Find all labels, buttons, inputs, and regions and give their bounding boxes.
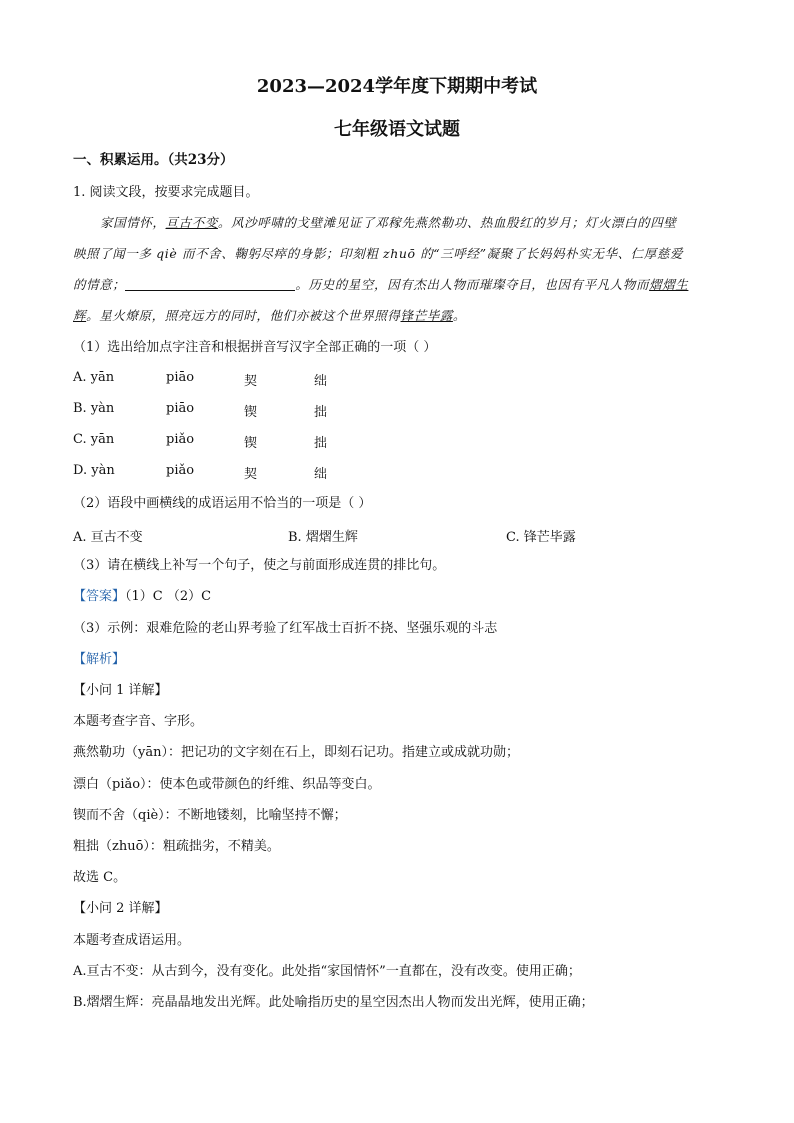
analysis-label: 【解析】 bbox=[73, 652, 126, 667]
exam-title: 2023—2024学年度下期期中考试 bbox=[256, 76, 538, 97]
answer-line-2: （3）示例：艰难危险的老山界考验了红军战士百折不挠、坚强乐观的斗志 bbox=[73, 621, 498, 636]
passage-line-4: 辉。星火燎原，照亮远方的同时，他们亦被这个世界照得锋芒毕露。 bbox=[73, 308, 467, 323]
exam-subtitle: 七年级语文试题 bbox=[334, 119, 460, 140]
analysis-sub1-title: 【小问 1 详解】 bbox=[73, 683, 168, 698]
section-heading: 一、积累运用。（共23分） bbox=[73, 152, 234, 168]
analysis-line: 漂白（piǎo）：使本色或带颜色的纤维、织品等变白。 bbox=[73, 777, 381, 792]
answer-line: 【答案】（1）C （2）C bbox=[73, 589, 212, 604]
analysis-line: 故选 C。 bbox=[73, 870, 127, 885]
analysis-line: 粗拙（zhuō）：粗疏拙劣，不精美。 bbox=[73, 839, 280, 854]
passage-line-2: 映照了闻一多 qiè 而不舍、鞠躬尽瘁的身影；印刻粗 zhuō 的“三呼经”凝聚了长妈妈朴实无华、仁厚慈爱 bbox=[73, 246, 684, 261]
fill-blank-line[interactable] bbox=[125, 276, 295, 291]
idiom-underlined-3: 锋芒毕露 bbox=[400, 308, 453, 323]
sub2-option-b: B. 熠熠生辉 bbox=[288, 530, 358, 545]
passage-line-1: 家国情怀，亘古不变。风沙呼啸的戈壁滩见证了邓稼先燕然勒功、热血殷红的岁月；灯火漂白的四壁 bbox=[100, 215, 677, 230]
question-stem: 1. 阅读文段，按要求完成题目。 bbox=[73, 185, 259, 200]
idiom-underlined-2: 熠熠生 bbox=[649, 277, 689, 292]
sub-question-1: （1）选出给加点字注音和根据拼音写汉字全部正确的一项（ ） bbox=[73, 340, 437, 355]
analysis-line: 燕然勒功（yān）：把记功的文字刻在石上，即刻石记功。指建立或成就功勋； bbox=[73, 745, 519, 760]
answer-label: 【答案】 bbox=[73, 589, 126, 604]
analysis-line: 本题考查字音、字形。 bbox=[73, 714, 204, 729]
sub-question-3: （3）请在横线上补写一个句子，使之与前面形成连贯的排比句。 bbox=[73, 558, 446, 573]
sub2-option-c: C. 锋芒毕露 bbox=[506, 530, 576, 545]
analysis-sub2-title: 【小问 2 详解】 bbox=[73, 901, 168, 916]
exam-page: 2023—2024学年度下期期中考试 七年级语文试题 一、积累运用。（共23分） 1. 阅读文段，按要求完成题目。 家国情怀，亘古不变。风沙呼啸的戈壁滩见证了邓稼先燕然勒功、热血殷红的岁月；灯火漂白的四壁 映照了闻一多 qiè 而不舍、鞠躬尽瘁的身影；印刻粗 zhuō 的“三呼经”凝聚了长妈妈朴实无华、仁厚慈爱 的情意； 。历史的星空，因有杰出人物而璀璨夺目，也因有平凡人物而熠熠生 辉。星火燎原，照亮远方的同时，他们亦被这个世界照得锋芒毕露。 （1）选出给加点字注音和根据拼音写汉字全部正确的一项（ ） A. yān piāo 契 绌 B. yàn piāo 锲 拙 C. yān piǎo 锲 拙 D. yàn piǎo 契 绌 （2）语段中画横线的成语运用不恰当的一项是（ ） A. 亘古不变 B. 熠熠生辉 C. 锋芒毕露 （3）请在横线上补写一个句子，使之与前面形成连贯的排比句。 【答案】（1）C （2）C （3）示例：艰难危险的老山界考验了红军战士百折不挠、坚强乐观的斗志 【解析】 【小问 1 详解】 本题考查字音、字形。 燕然勒功（yān）：把记功的文字刻在石上，即刻石记功。指建立或成就功勋； 漂白（piǎo）：使本色或带颜色的纤维、织品等变白。 锲而不舍（qiè）：不断地镂刻，比喻坚持不懈； 粗拙（zhuō）：粗疏拙劣，不精美。 故选 C。 【小问 2 详解】 本题考查成语运用。 A.亘古不变：从古到今，没有变化。此处指“家国情怀”一直都在，没有改变。使用正确； B.熠熠生辉：亮晶晶地发出光辉。此处喻指历史的星空因杰出人物而发出光辉，使用正确； bbox=[0, 0, 794, 1123]
analysis-line: 本题考查成语运用。 bbox=[73, 933, 191, 948]
passage-line-3: 的情意； 。历史的星空，因有杰出人物而璀璨夺目，也因有平凡人物而熠熠生 bbox=[73, 277, 689, 292]
sub-question-2: （2）语段中画横线的成语运用不恰当的一项是（ ） bbox=[73, 496, 372, 511]
sub2-option-a: A. 亘古不变 bbox=[73, 530, 143, 545]
analysis-line: B.熠熠生辉：亮晶晶地发出光辉。此处喻指历史的星空因杰出人物而发出光辉，使用正确； bbox=[73, 995, 594, 1010]
analysis-line: A.亘古不变：从古到今，没有变化。此处指“家国情怀”一直都在，没有改变。使用正确； bbox=[73, 964, 581, 979]
idiom-underlined-1: 亘古不变 bbox=[165, 215, 218, 230]
analysis-line: 锲而不舍（qiè）：不断地镂刻，比喻坚持不懈； bbox=[73, 808, 347, 823]
